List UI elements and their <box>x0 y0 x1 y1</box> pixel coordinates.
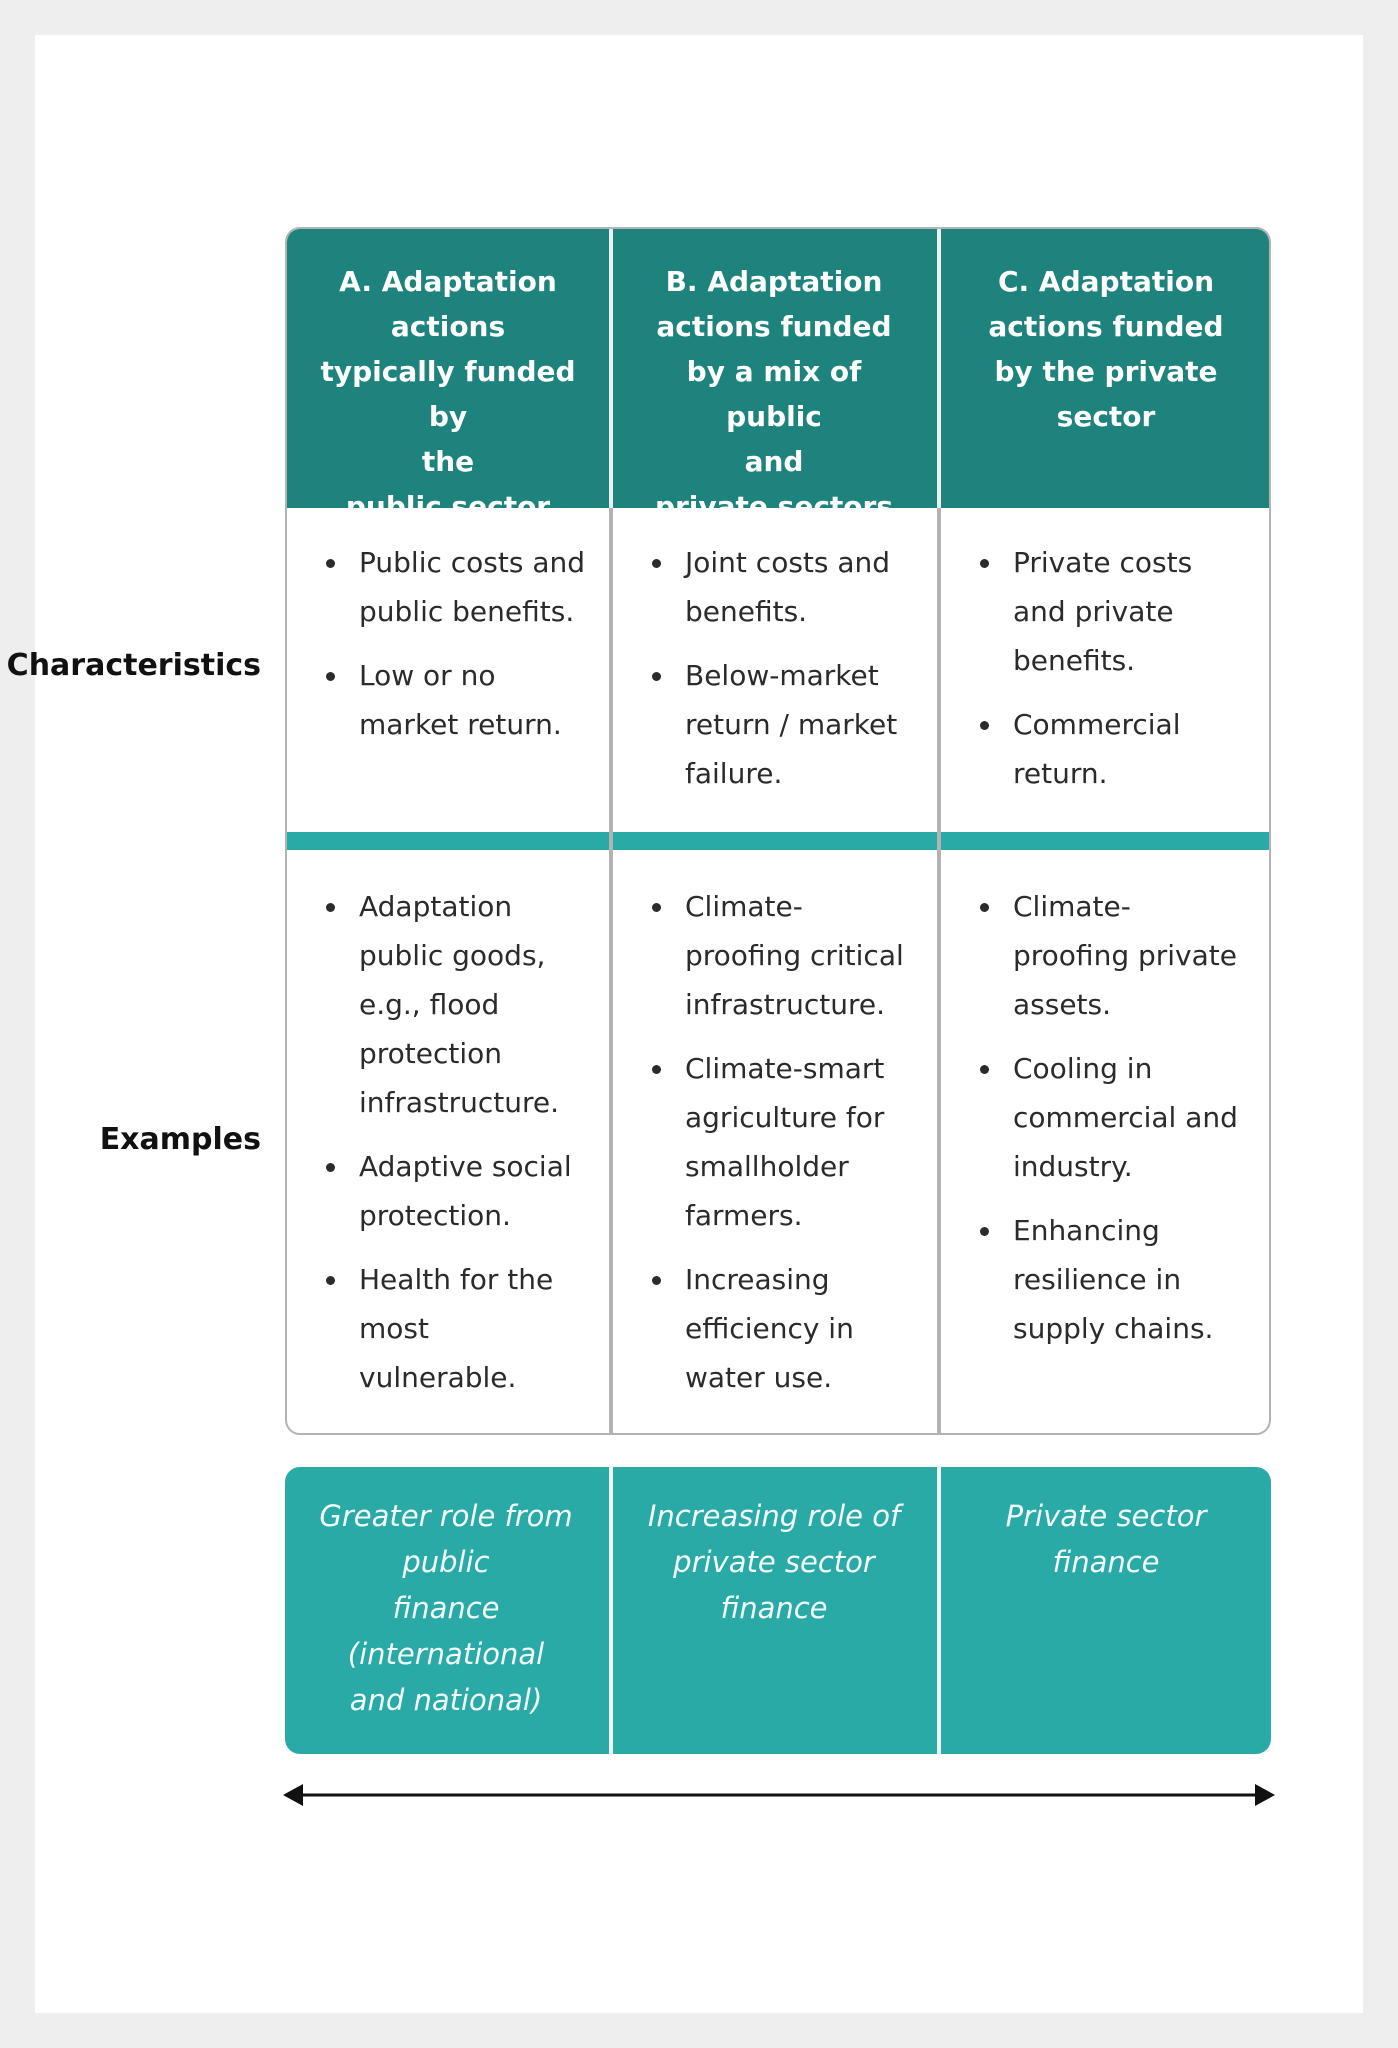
bullet-line: failure. <box>685 757 783 790</box>
bullet-item <box>321 1142 591 1240</box>
footer-line: finance <box>392 1591 500 1625</box>
characteristics-cell-b <box>613 508 935 832</box>
bullet-line: return / market <box>685 708 898 741</box>
header-line: by a mix of public <box>686 355 862 433</box>
bullet-icon <box>980 1065 989 1074</box>
bullet-line: infrastructure. <box>359 1086 560 1119</box>
column-header-a <box>287 229 609 523</box>
bullet-line: water use. <box>685 1361 833 1394</box>
footer-line: Increasing role of <box>647 1499 901 1533</box>
bullet-line: supply chains. <box>1013 1312 1214 1345</box>
header-line: A. Adaptation <box>339 265 557 298</box>
bullet-item <box>647 882 917 1029</box>
footer-line: finance <box>720 1591 828 1625</box>
header-line: actions funded <box>656 310 892 343</box>
characteristics-cell-c <box>941 508 1263 832</box>
bullet-icon <box>980 903 989 912</box>
bullet-line: Climate-smart <box>685 1052 885 1085</box>
bullet-line: Joint costs and <box>685 546 891 579</box>
bullet-item <box>321 882 591 1127</box>
bullet-item <box>975 1044 1245 1191</box>
bullet-line: agriculture for <box>685 1101 885 1134</box>
column-header-b <box>613 229 935 523</box>
bullet-icon <box>652 672 661 681</box>
footer-line: and national) <box>349 1683 543 1717</box>
bullet-icon <box>980 559 989 568</box>
bullet-item <box>975 882 1245 1029</box>
bullet-icon <box>652 1065 661 1074</box>
bullet-icon <box>326 903 335 912</box>
footer-line: (international <box>347 1637 545 1671</box>
bullet-icon <box>652 1276 661 1285</box>
bullet-item <box>647 538 917 636</box>
footer-line: Private sector <box>1005 1499 1207 1533</box>
bullet-line: protection <box>359 1037 503 1070</box>
bullet-line: most <box>359 1312 429 1345</box>
bullet-line: Public costs and <box>359 546 586 579</box>
footer-line: private sector <box>673 1545 875 1579</box>
bullet-item <box>647 1044 917 1240</box>
bullet-item <box>647 1255 917 1402</box>
column-header-c <box>941 229 1271 508</box>
examples-cell-c <box>941 850 1263 1435</box>
header-line: private sectors <box>654 490 894 523</box>
bullet-line: Enhancing <box>1013 1214 1160 1247</box>
bullet-line: Adaptive social <box>359 1150 572 1183</box>
row-separator-band <box>287 832 1269 850</box>
bullet-line: Climate- <box>685 890 803 923</box>
characteristics-cell-a <box>287 508 609 832</box>
footer-line: Greater role from <box>319 1499 573 1533</box>
bullet-line: Private costs <box>1013 546 1193 579</box>
bullet-line: assets. <box>1013 988 1112 1021</box>
footer-line: finance <box>1052 1545 1160 1579</box>
bullet-line: return. <box>1013 757 1108 790</box>
header-line: public sector <box>345 490 551 523</box>
bullet-line: and private <box>1013 595 1174 628</box>
bullet-line: Commercial <box>1013 708 1181 741</box>
bullet-item <box>975 700 1245 798</box>
header-line: actions funded <box>988 310 1224 343</box>
bullet-line: efficiency in <box>685 1312 854 1345</box>
bullet-icon <box>652 903 661 912</box>
bullet-line: farmers. <box>685 1199 803 1232</box>
bullet-line: e.g., flood <box>359 988 500 1021</box>
footer-cell-a <box>285 1467 607 1754</box>
bullet-line: proofing private <box>1013 939 1237 972</box>
bullet-line: benefits. <box>1013 644 1136 677</box>
bullet-icon <box>326 559 335 568</box>
bullet-line: Below-market <box>685 659 879 692</box>
header-line: C. Adaptation <box>997 265 1214 298</box>
header-line: typically funded by <box>320 355 576 433</box>
bullet-item <box>321 538 591 636</box>
bullet-line: Cooling in <box>1013 1052 1153 1085</box>
header-line: the <box>421 445 475 478</box>
footer-cell-b <box>613 1467 935 1754</box>
bullet-line: public goods, <box>359 939 546 972</box>
bullet-item <box>975 538 1245 685</box>
bullet-line: market return. <box>359 708 562 741</box>
header-line: B. Adaptation <box>665 265 883 298</box>
bullet-icon <box>652 559 661 568</box>
bullet-line: vulnerable. <box>359 1361 517 1394</box>
finance-role-band <box>285 1467 1271 1754</box>
row-label-examples: Examples <box>99 1122 261 1157</box>
bullet-line: benefits. <box>685 595 808 628</box>
examples-cell-b <box>613 850 935 1435</box>
bullet-line: resilience in <box>1013 1263 1182 1296</box>
bullet-item <box>321 651 591 749</box>
comparison-table <box>285 227 1271 1435</box>
bullet-item <box>975 1206 1245 1353</box>
bullet-line: Increasing <box>685 1263 830 1296</box>
bullet-icon <box>326 672 335 681</box>
bullet-line: public benefits. <box>359 595 575 628</box>
header-line: by the private <box>994 355 1218 388</box>
bullet-line: infrastructure. <box>685 988 886 1021</box>
bullet-line: protection. <box>359 1199 511 1232</box>
footer-cell-c <box>941 1467 1271 1754</box>
bullet-line: Climate- <box>1013 890 1131 923</box>
bullet-line: Adaptation <box>359 890 513 923</box>
bullet-icon <box>980 721 989 730</box>
bullet-icon <box>326 1276 335 1285</box>
bullet-item <box>321 1255 591 1402</box>
bullet-item <box>647 651 917 798</box>
footer-line: public <box>402 1545 490 1579</box>
bullet-line: Health for the <box>359 1263 554 1296</box>
double-headed-arrow-icon <box>283 1780 1275 1810</box>
row-label-characteristics: Characteristics <box>6 648 261 683</box>
header-line: and <box>744 445 804 478</box>
header-line: sector <box>1056 400 1156 433</box>
bullet-icon <box>980 1227 989 1236</box>
bullet-line: industry. <box>1013 1150 1133 1183</box>
bullet-line: smallholder <box>685 1150 849 1183</box>
bullet-line: commercial and <box>1013 1101 1238 1134</box>
header-line: actions <box>390 310 506 343</box>
bullet-icon <box>326 1163 335 1172</box>
bullet-line: proofing critical <box>685 939 904 972</box>
examples-cell-a <box>287 850 609 1435</box>
bullet-line: Low or no <box>359 659 496 692</box>
